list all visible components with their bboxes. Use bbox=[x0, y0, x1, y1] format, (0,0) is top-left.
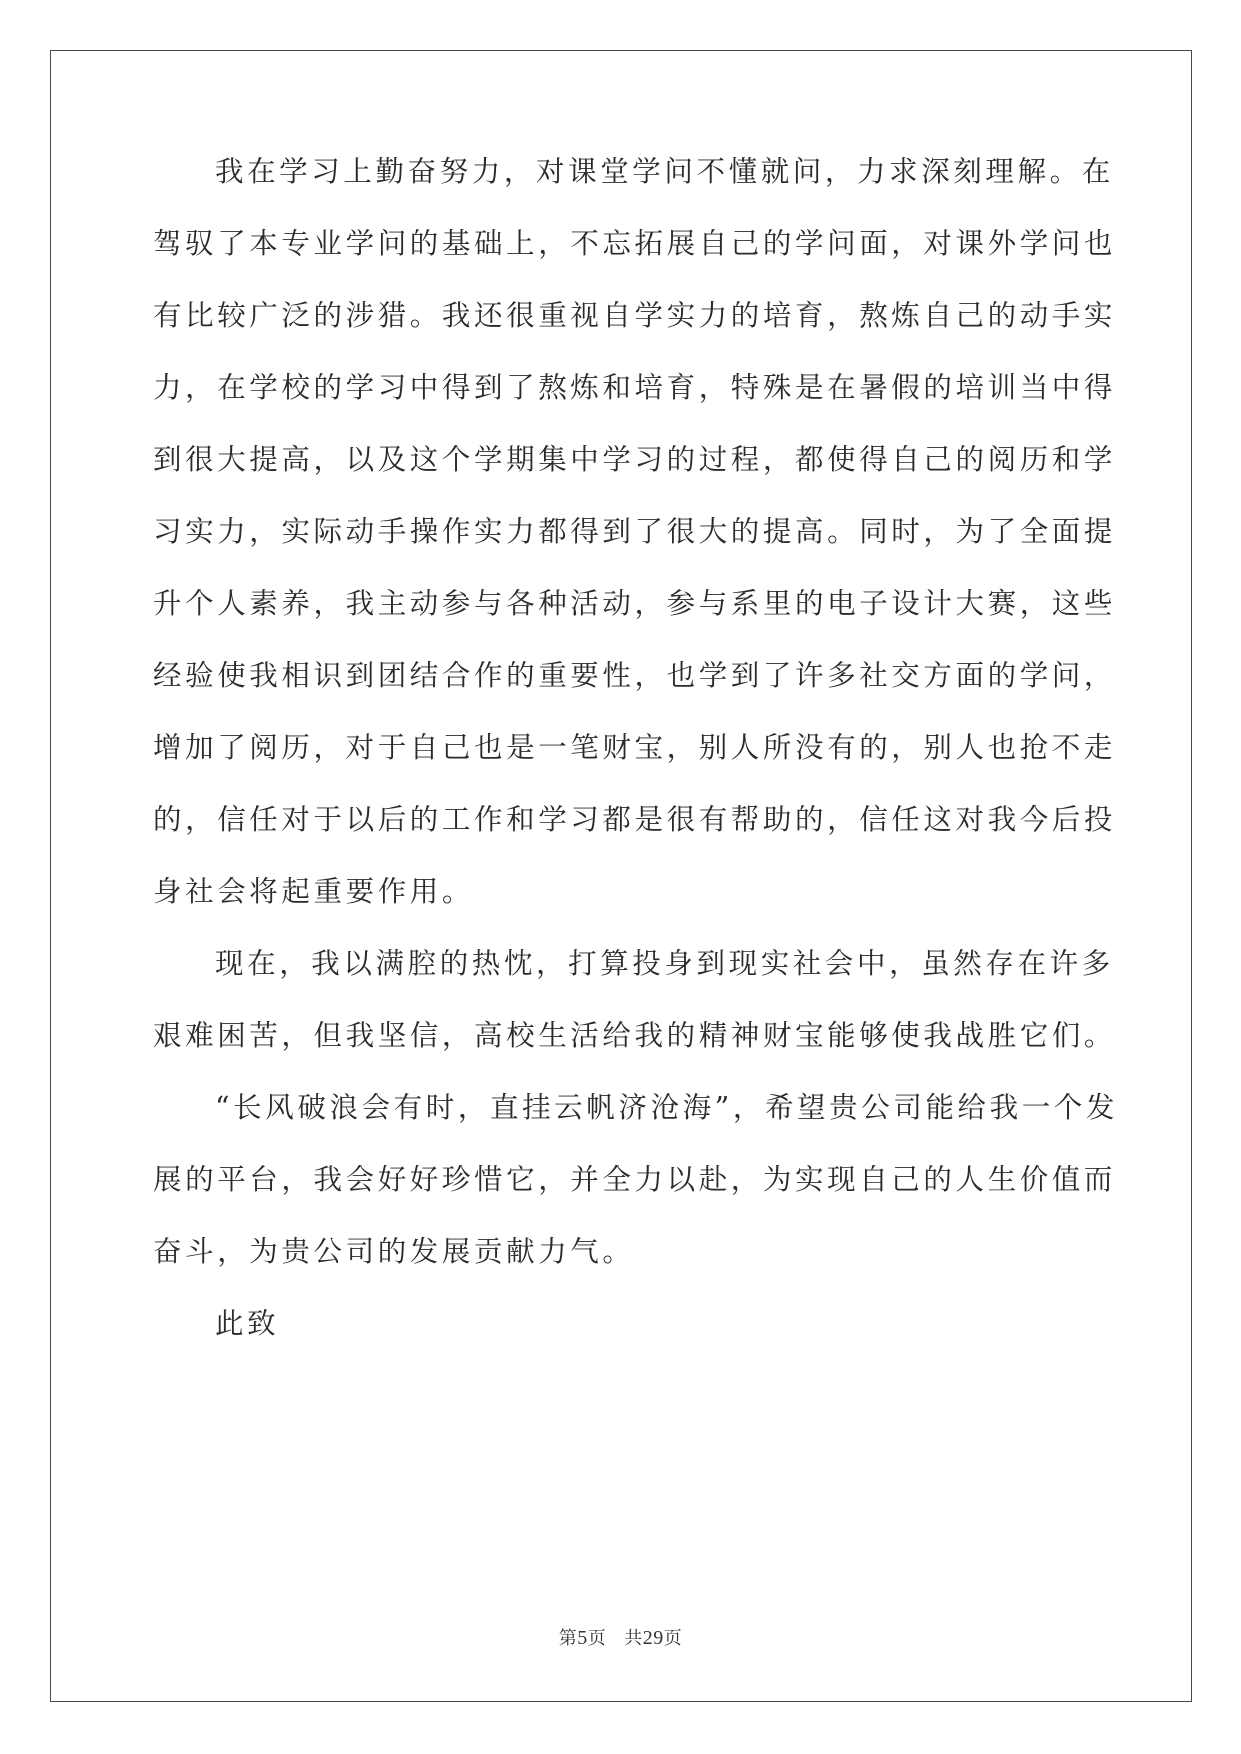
body-text-line: 的，信任对于以后的工作和学习都是很有帮助的，信任这对我今后投 bbox=[153, 803, 1117, 836]
body-text-line: 艰难困苦，但我坚信，高校生活给我的精神财宝能够使我战胜它们。 bbox=[153, 1019, 1117, 1052]
body-text-line: 升个人素养，我主动参与各种活动，参与系里的电子设计大赛，这些 bbox=[153, 587, 1117, 620]
page-number: 5 bbox=[577, 1627, 588, 1649]
body-text-line: 有比较广泛的涉猎。我还很重视自学实力的培育，熬炼自己的动手实 bbox=[153, 299, 1117, 332]
closing-salutation: 此致 bbox=[215, 1307, 280, 1340]
body-text-line: 经验使我相识到团结合作的重要性，也学到了许多社交方面的学问， bbox=[153, 659, 1117, 692]
body-text-line: 力，在学校的学习中得到了熬炼和培育，特殊是在暑假的培训当中得 bbox=[153, 371, 1117, 404]
body-text-line: 增加了阅历，对于自己也是一笔财宝，别人所没有的，别人也抢不走 bbox=[153, 731, 1117, 764]
body-text-line: 我在学习上勤奋努力，对课堂学问不懂就问，力求深刻理解。在 bbox=[215, 155, 1114, 188]
body-text-line: 到很大提高，以及这个学期集中学习的过程，都使得自己的阅历和学 bbox=[153, 443, 1117, 476]
total-prefix: 共 bbox=[624, 1628, 643, 1649]
body-text-line: 驾驭了本专业学问的基础上，不忘拓展自己的学问面，对课外学问也 bbox=[153, 227, 1117, 260]
body-text-line: “长风破浪会有时，直挂云帆济沧海”，希望贵公司能给我一个发 bbox=[215, 1091, 1119, 1124]
body-text-line: 现在，我以满腔的热忱，打算投身到现实社会中，虽然存在许多 bbox=[215, 947, 1114, 980]
page-footer bbox=[0, 1626, 1241, 1651]
body-text-line: 展的平台，我会好好珍惜它，并全力以赴，为实现自己的人生价值而 bbox=[153, 1163, 1117, 1196]
page-prefix: 第 bbox=[558, 1628, 578, 1649]
total-pages: 29 bbox=[642, 1627, 664, 1649]
total-suffix: 页 bbox=[663, 1628, 683, 1649]
body-text-line: 奋斗，为贵公司的发展贡献力气。 bbox=[153, 1235, 635, 1268]
page-suffix: 页 bbox=[587, 1628, 607, 1649]
body-text-line: 习实力，实际动手操作实力都得到了很大的提高。同时，为了全面提 bbox=[153, 515, 1117, 548]
body-text-line: 身社会将起重要作用。 bbox=[153, 875, 475, 908]
